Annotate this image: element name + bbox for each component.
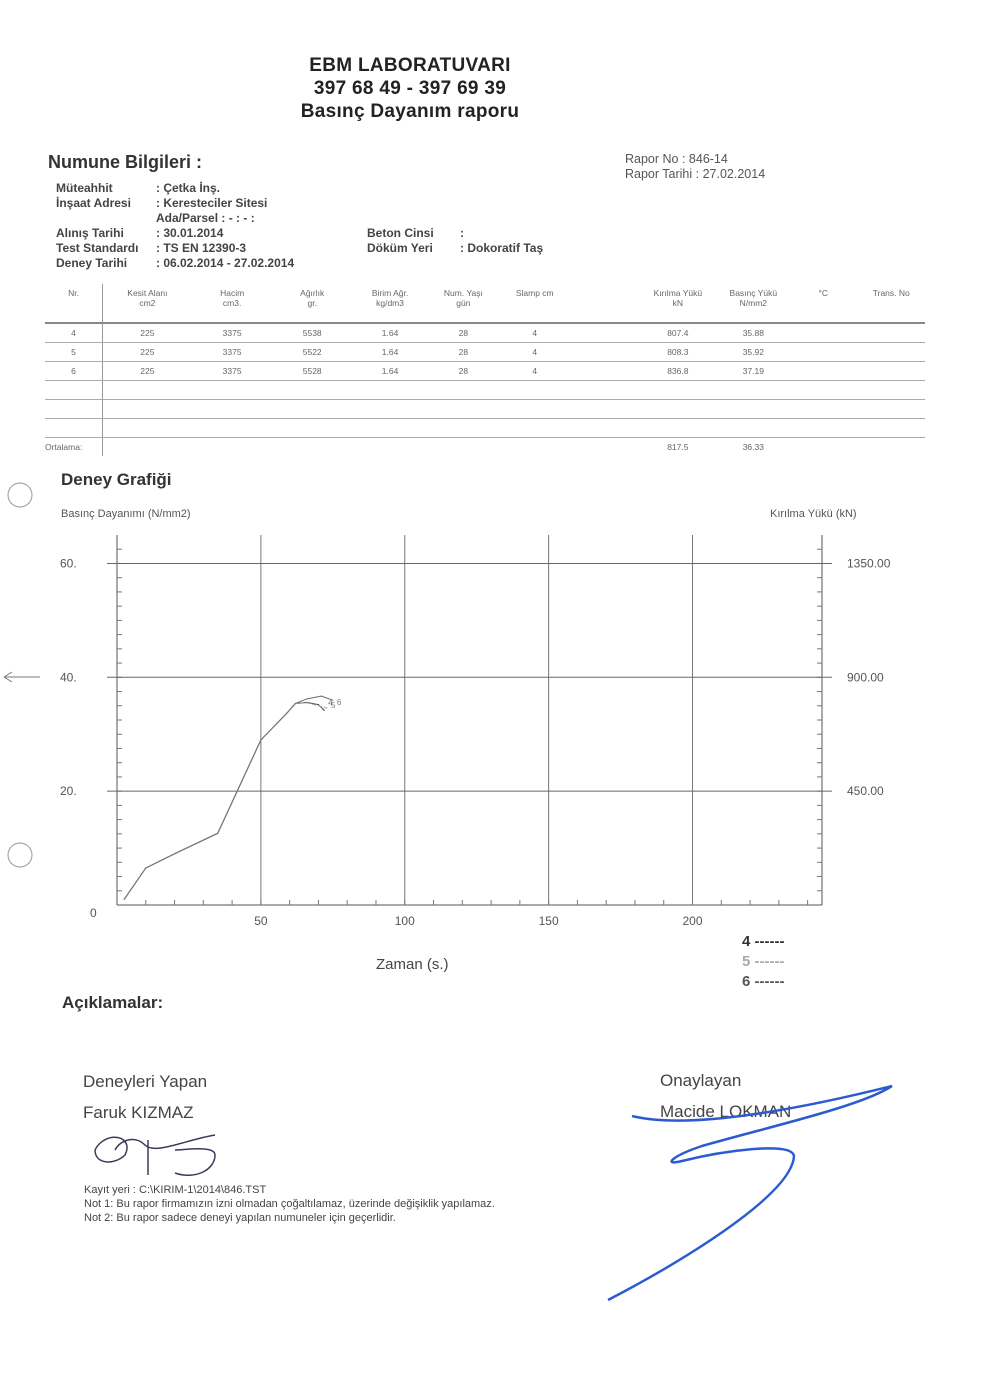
report-date: Rapor Tarihi : 27.02.2014 [625,167,766,181]
approver-title: Onaylayan [660,1071,742,1090]
graph-right-label: Kırılma Yükü (kN) [770,508,857,520]
test-chart [0,520,1000,940]
sample-field [367,226,543,241]
y2-tick-label: 1350.00 [847,556,891,571]
column-header: Slamp cm [498,284,570,323]
table-cell [858,438,926,457]
table-cell: 4 [498,343,570,362]
legend-entry: 6 ------ [742,973,785,990]
field-label: Döküm Yeri [367,241,433,255]
series-line [124,696,333,899]
table-cell [571,438,638,457]
field-label: Alınış Tarihi [56,226,124,240]
graph-title: Deney Grafiği [61,470,172,489]
empty-row [45,381,925,400]
table-cell: 3375 [192,323,273,343]
y2-tick-label: 450.00 [847,784,884,799]
approver-name: Macide LOKMAN [660,1102,792,1121]
data-point [326,707,327,708]
table-cell: 3375 [192,343,273,362]
column-header: Kırılma Yükü kN [638,284,718,323]
series-end-label: 4 [328,698,333,708]
data-point [318,705,319,706]
x-tick-label: 100 [394,914,415,928]
report-number: Rapor No : 846-14 [625,152,728,166]
lab-name: EBM LABORATUVARI [309,55,511,76]
series-5 [124,701,336,900]
sample-field [56,226,294,241]
punch-hole-icon [8,483,32,507]
table-cell [789,438,858,457]
table-cell [571,343,638,362]
sample-field [367,241,543,256]
sample-field [56,211,294,226]
x-tick-label: 150 [538,914,559,928]
field-label [56,211,156,226]
sample-field [56,256,294,271]
table-header [45,284,925,323]
series-line [124,703,327,899]
column-header: °C [789,284,858,323]
table-cell: 4 [498,323,570,343]
field-label: Test Standardı [56,241,139,255]
column-header: Num. Yaşı gün [428,284,498,323]
table-cell: 5522 [273,343,352,362]
table-cell [352,438,428,457]
table-cell: 36.33 [742,442,764,452]
table-cell: 5528 [273,362,352,381]
data-point [324,710,325,711]
table-cell: 1.64 [352,362,428,381]
field-value: : Dokoratif Taş [460,241,544,255]
tester-signature [95,1135,215,1175]
table-cell: 35.88 [718,323,789,343]
results-table [45,284,925,456]
table-cell [273,438,352,457]
average-row [45,438,925,457]
table-cell: 5 [45,343,103,362]
data-point [124,899,125,900]
graph-left-label: Basınç Dayanımı (N/mm2) [61,508,191,520]
field-label: Müteahhit [56,181,113,195]
table-cell: 225 [103,362,192,381]
empty-row [45,419,925,438]
data-point [318,704,319,705]
table-cell [571,323,638,343]
field-label: İnşaat Adresi [56,196,131,210]
column-header: Kesit Alanı cm2 [103,284,192,323]
data-point [321,695,322,696]
table-cell [428,438,498,457]
series-end-label: 6 [336,698,342,708]
column-header: Basınç Yükü N/mm2 [718,284,789,323]
table-cell: 1.64 [352,343,428,362]
report-title: Basınç Dayanım raporu [300,101,520,122]
legend-entry: 5 ------ [742,953,785,970]
data-point [295,703,296,704]
table-cell: 225 [103,343,192,362]
table-cell: 3375 [192,362,273,381]
table-cell: 4 [45,323,103,343]
sample-info-title: Numune Bilgileri : [48,152,203,172]
table-row [45,343,925,362]
table-cell: 28 [428,362,498,381]
table-cell [192,438,273,457]
tester-title: Deneyleri Yapan [83,1072,208,1091]
table-cell: 35.92 [718,343,789,362]
empty-row [45,400,925,419]
field-value: : TS EN 12390-3 [156,241,247,255]
table-cell: 6 [45,362,103,381]
sample-field [56,181,294,196]
y2-tick-label: 900.00 [847,670,884,685]
table-cell [789,343,858,362]
field-label: Deney Tarihi [56,256,128,270]
sample-field [56,241,294,256]
table-cell [858,323,926,343]
table-cell [498,438,570,457]
sample-right-fields [367,226,543,256]
column-header: Nr. [45,284,103,323]
data-point [306,698,307,699]
note-2: Not 2: Bu rapor sadece deneyi yapılan numuneler için geçerlidir. [84,1212,396,1224]
column-header: Trans. No [858,284,926,323]
tester-name: Faruk KIZMAZ [83,1103,194,1122]
data-point [174,853,175,854]
table-cell [858,362,926,381]
field-label: Beton Cinsi [367,226,434,240]
note-1: Not 1: Bu rapor firmamızın izni olmadan çoğaltılamaz, üzerinde değişiklik yapılamaz. [84,1198,495,1210]
field-value: : [460,226,464,240]
x-tick-label: 50 [254,914,268,928]
column-header: Hacim cm3. [192,284,273,323]
sample-field [56,196,294,211]
column-header: Ağırlık gr. [273,284,352,323]
series-6 [124,695,342,899]
field-value: : Keresteciler Sitesi [156,196,268,210]
chart-legend [742,932,784,992]
data-point [145,867,146,868]
sample-fields [56,181,294,271]
data-point [286,713,287,714]
table-cell: 807.4 [638,323,718,343]
column-header: Birim Ağr. kg/dm3 [352,284,428,323]
table-cell [858,343,926,362]
table-cell: 28 [428,343,498,362]
field-value: : 06.02.2014 - 27.02.2014 [156,256,295,270]
table-cell: 225 [103,323,192,343]
series-end-label: 5 [331,701,336,711]
remarks-title: Açıklamalar: [62,993,164,1012]
table-cell [789,323,858,343]
table-cell [571,362,638,381]
table-cell: 28 [428,323,498,343]
table-cell: 836.8 [638,362,718,381]
field-value: : 30.01.2014 [156,226,224,240]
series-line [124,702,324,899]
table-cell: 37.19 [718,362,789,381]
x-tick-label: 200 [682,914,703,928]
table-cell [103,438,192,457]
y-tick-label: 40. [60,670,77,685]
series-4 [124,698,334,900]
data-point [306,702,307,703]
y-tick-label: 60. [60,556,77,571]
table-cell: 817.5 [667,442,689,452]
table-cell: 4 [498,362,570,381]
table-cell: 1.64 [352,323,428,343]
y-tick-label: 0 [90,906,97,920]
data-point [260,739,261,740]
field-value: : Çetka İnş. [156,181,221,195]
data-point [332,699,333,700]
column-header [571,284,638,323]
table-cell [789,362,858,381]
data-point [217,833,218,834]
field-value: Ada/Parsel : - : - : [156,211,255,225]
table-cell: 5538 [273,323,352,343]
x-axis-label: Zaman (s.) [376,956,449,973]
y-tick-label: 20. [60,784,77,799]
legend-entry: 4 ------ [742,933,785,950]
table-cell: 808.3 [638,343,718,362]
lab-phone: 397 68 49 - 397 69 39 [313,78,507,99]
table-row [45,362,925,381]
table-cell: Ortalama: [45,438,103,457]
table-row [45,323,925,343]
file-location: Kayıt yeri : C:\KIRIM-1\2014\846.TST [84,1184,267,1196]
